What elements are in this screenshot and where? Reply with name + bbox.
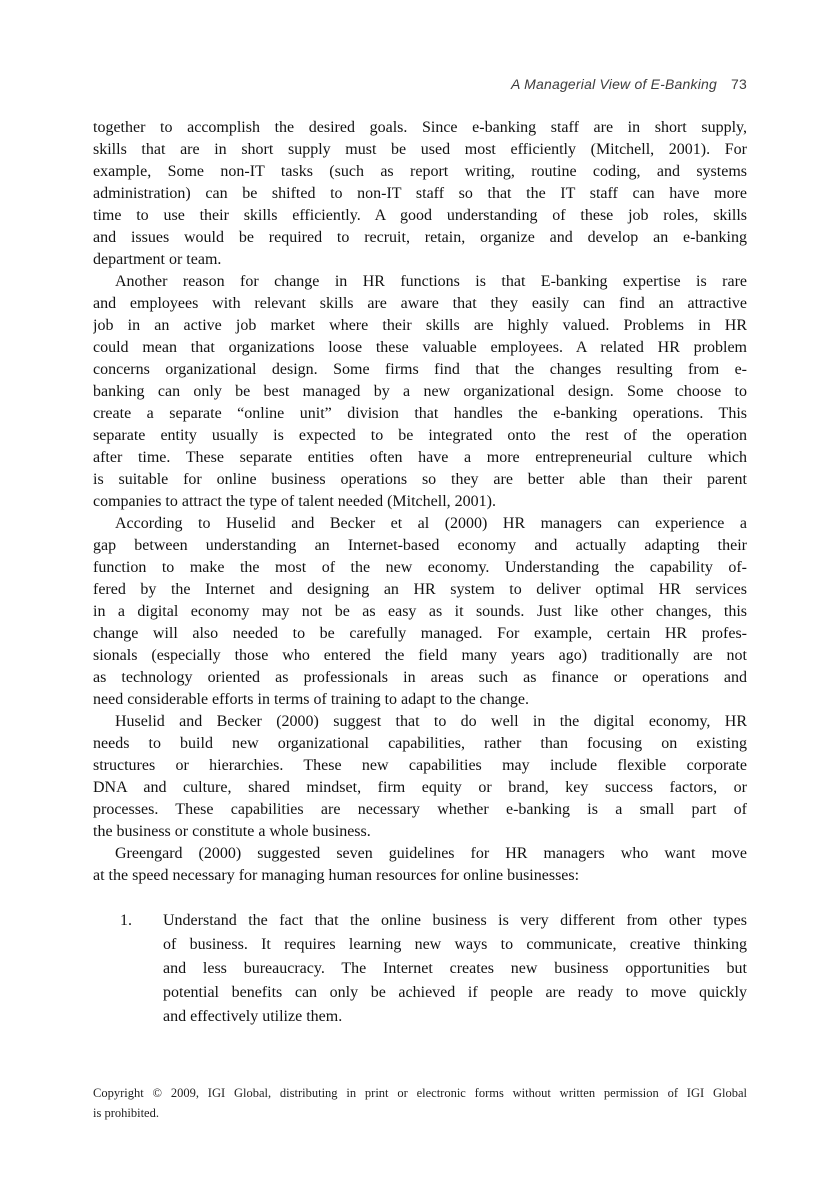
chapter-title: A Managerial View of E-Banking — [511, 76, 718, 92]
body-text — [93, 117, 747, 1029]
text-line: potential benefits can only be achieved if people are ready to move quickly — [163, 984, 747, 1001]
list-item-text — [163, 909, 747, 1029]
text-line: change will also needed to be carefully managed. For example, certain HR profes- — [93, 625, 747, 642]
text-line: and less bureaucracy. The Internet creates new business opportunities but — [163, 960, 747, 977]
text-line: create a separate “online unit” division that handles the e-banking operations. This — [93, 405, 747, 422]
text-line: need considerable efforts in terms of training to adapt to the change. — [93, 691, 529, 708]
paragraph — [93, 711, 747, 843]
text-line: at the speed necessary for managing human resources for online businesses: — [93, 867, 580, 884]
running-header — [93, 76, 747, 92]
paragraph — [93, 271, 747, 513]
text-line: Understand the fact that the online business is very different from other types — [163, 912, 747, 929]
text-line: structures or hierarchies. These new capabilities may include flexible corporate — [93, 757, 747, 774]
text-line: skills that are in short supply must be used most efficiently (Mitchell, 2001). For — [93, 141, 747, 158]
text-line: needs to build new organizational capabilities, rather than focusing on existing — [93, 735, 747, 752]
text-line: function to make the most of the new economy. Understanding the capability of- — [93, 559, 747, 576]
text-line: and issues would be required to recruit, retain, organize and develop an e-banking — [93, 229, 747, 246]
text-line: department or team. — [93, 251, 222, 268]
text-line: together to accomplish the desired goals. Since e-banking staff are in short supply, — [93, 119, 747, 136]
paragraph — [93, 513, 747, 711]
text-line: sionals (especially those who entered the field many years ago) traditionally are not — [93, 647, 747, 664]
text-line: and effectively utilize them. — [163, 1008, 343, 1025]
text-line: gap between understanding an Internet-based economy and actually adapting their — [93, 537, 747, 554]
page-number: 73 — [731, 76, 747, 92]
text-line: processes. These capabilities are necessary whether e-banking is a small part of — [93, 801, 747, 818]
list-item-number: 1. — [120, 912, 132, 929]
text-line: of business. It requires learning new ways to communicate, creative thinking — [163, 936, 747, 953]
text-line: could mean that organizations loose these valuable employees. A related HR problem — [93, 339, 747, 356]
text-line: time to use their skills efficiently. A good understanding of these job roles, skills — [93, 207, 747, 224]
text-line: job in an active job market where their skills are highly valued. Problems in HR — [93, 317, 747, 334]
text-line: Greengard (2000) suggested seven guidelines for HR managers who want move — [115, 845, 747, 862]
text-line: companies to attract the type of talent needed (Mitchell, 2001). — [93, 493, 496, 510]
text-line: example, Some non-IT tasks (such as report writing, routine coding, and systems — [93, 163, 747, 180]
text-line: separate entity usually is expected to be integrated onto the rest of the operation — [93, 427, 747, 444]
text-line: Copyright © 2009, IGI Global, distributing in print or electronic forms without written permission of IGI Global — [93, 1086, 747, 1100]
paragraphs-container — [93, 117, 747, 887]
numbered-list — [93, 909, 747, 1029]
text-line: and employees with relevant skills are aware that they easily can find an attractive — [93, 295, 747, 312]
paragraph — [93, 843, 747, 887]
text-line: administration) can be shifted to non-IT staff so that the IT staff can have more — [93, 185, 747, 202]
text-line: banking can only be best managed by a new organizational design. Some choose to — [93, 383, 747, 400]
text-line: concerns organizational design. Some firms find that the changes resulting from e- — [93, 361, 747, 378]
text-line: DNA and culture, shared mindset, firm equity or brand, key success factors, or — [93, 779, 747, 796]
text-line: after time. These separate entities often have a more entrepreneurial culture which — [93, 449, 747, 466]
copyright-notice — [93, 1083, 747, 1123]
text-line: is prohibited. — [93, 1106, 159, 1120]
text-line: as technology oriented as professionals in areas such as finance or operations and — [93, 669, 747, 686]
paragraph — [93, 117, 747, 271]
text-line: in a digital economy may not be as easy as it sounds. Just like other changes, this — [93, 603, 747, 620]
text-line: fered by the Internet and designing an HR system to deliver optimal HR services — [93, 581, 747, 598]
text-line: Another reason for change in HR functions is that E-banking expertise is rare — [115, 273, 747, 290]
text-line: According to Huselid and Becker et al (2000) HR managers can experience a — [115, 515, 747, 532]
list-item — [93, 909, 747, 1029]
text-line: is suitable for online business operations so they are better able than their parent — [93, 471, 747, 488]
text-line: Huselid and Becker (2000) suggest that to do well in the digital economy, HR — [115, 713, 747, 730]
text-line: the business or constitute a whole business. — [93, 823, 371, 840]
